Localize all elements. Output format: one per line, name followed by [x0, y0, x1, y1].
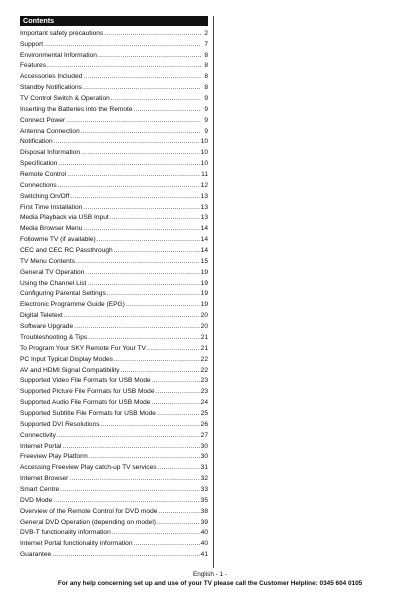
toc-entry-page: 2	[204, 29, 208, 37]
toc-entry-title: Internet Portal functionality information	[20, 540, 133, 548]
toc-entry-title: Supported Picture File Formats for USB Mode	[20, 388, 155, 396]
toc-entry[interactable]	[20, 418, 208, 429]
toc-entry-title: Specification	[20, 160, 58, 168]
toc-leader-dots	[101, 421, 200, 429]
toc-entry-title: Disposal Information	[20, 149, 81, 157]
toc-leader-dots	[81, 149, 200, 157]
toc-entry-page: 24	[200, 399, 208, 407]
toc-entry-page: 13	[200, 192, 208, 200]
toc-entry-page: 30	[200, 442, 208, 450]
toc-entry-title: Environmental Information	[20, 51, 97, 59]
toc-entry[interactable]	[20, 375, 208, 386]
toc-entry-title: Guarantee	[20, 551, 52, 559]
toc-entry-page: 8	[204, 62, 208, 70]
toc-entry-title: Followme TV (if available)	[20, 236, 96, 244]
toc-entry[interactable]	[20, 483, 208, 494]
toc-entry[interactable]	[20, 364, 208, 375]
toc-leader-dots	[114, 356, 200, 364]
toc-entry-title: Antenna Connection	[20, 127, 80, 135]
toc-entry-page: 35	[200, 496, 208, 504]
toc-entry[interactable]	[20, 331, 208, 342]
toc-entry-page: 32	[200, 475, 208, 483]
toc-entry-page: 26	[200, 420, 208, 428]
toc-entry-page: 9	[204, 105, 208, 113]
toc-entry[interactable]	[20, 38, 208, 49]
toc-entry[interactable]	[20, 537, 208, 548]
toc-entry-title: General TV Operation	[20, 268, 85, 276]
toc-entry-title: TV Control Switch & Operation	[20, 95, 110, 103]
toc-entry-page: 23	[200, 388, 208, 396]
toc-leader-dots	[58, 160, 199, 168]
toc-leader-dots	[60, 486, 199, 494]
toc-entry-page: 25	[200, 409, 208, 417]
toc-entry[interactable]	[20, 103, 208, 114]
toc-entry[interactable]	[20, 320, 208, 331]
toc-entry[interactable]	[20, 472, 208, 483]
toc-leader-dots	[114, 247, 200, 255]
toc-leader-dots	[47, 62, 201, 70]
toc-entry[interactable]	[20, 70, 208, 81]
toc-leader-dots	[76, 258, 200, 266]
toc-entry-title: Media Browser Menu	[20, 225, 83, 233]
toc-entry-page: 21	[200, 333, 208, 341]
toc-entry-page: 10	[200, 160, 208, 168]
toc-entry[interactable]	[20, 505, 208, 516]
toc-entry-title: Electronic Programme Guide (EPG)	[20, 301, 125, 309]
toc-entry[interactable]	[20, 92, 208, 103]
toc-entry-title: Using the Channel List	[20, 279, 87, 287]
helpline-text: For any help concerning set up and use of your TV please call the Customer Helpline: 0345 604 0105	[57, 580, 363, 587]
contents-heading: Contents	[20, 16, 208, 26]
toc-entry-page: 9	[204, 116, 208, 124]
table-of-contents	[20, 27, 208, 559]
toc-entry[interactable]	[20, 298, 208, 309]
toc-entry-page: 38	[200, 507, 208, 515]
toc-entry[interactable]	[20, 136, 208, 147]
toc-entry[interactable]	[20, 81, 208, 92]
toc-entry-title: Important safety precautions	[20, 29, 104, 37]
toc-leader-dots	[152, 377, 200, 385]
toc-entry-page: 21	[200, 344, 208, 352]
toc-leader-dots	[52, 551, 199, 559]
toc-leader-dots	[157, 410, 200, 418]
toc-leader-dots	[158, 508, 199, 516]
toc-entry-page: 19	[200, 301, 208, 309]
toc-entry-title: Accessing Freeview Play catch-up TV services	[20, 464, 157, 472]
toc-leader-dots	[62, 443, 199, 451]
toc-entry-page: 19	[200, 279, 208, 287]
toc-entry-title: Troubleshooting & Tips	[20, 333, 88, 341]
toc-entry-title: Digital Teletext	[20, 312, 63, 320]
toc-entry[interactable]	[20, 266, 208, 277]
toc-entry-title: Supported DVI Resolutions	[20, 420, 100, 428]
toc-entry-page: 19	[200, 268, 208, 276]
toc-leader-dots	[53, 497, 199, 505]
toc-entry[interactable]	[20, 114, 208, 125]
toc-entry-title: Internet Browser	[20, 475, 69, 483]
toc-entry-page: 22	[200, 366, 208, 374]
toc-leader-dots	[121, 367, 200, 375]
toc-entry-page: 13	[200, 214, 208, 222]
toc-entry[interactable]	[20, 342, 208, 353]
toc-leader-dots	[98, 52, 201, 60]
toc-entry-page: 19	[200, 290, 208, 298]
toc-entry-title: Supported Video File Formats for USB Mode	[20, 377, 151, 385]
toc-leader-dots	[81, 128, 201, 136]
toc-entry-page: 7	[204, 40, 208, 48]
toc-entry[interactable]	[20, 157, 208, 168]
toc-entry[interactable]	[20, 190, 208, 201]
toc-entry-title: CEC and CEC RC Passthrough	[20, 247, 113, 255]
page-number: English - 1 -	[192, 571, 228, 578]
toc-entry-title: Features	[20, 62, 47, 70]
toc-entry-page: 20	[200, 323, 208, 331]
toc-entry-title: Notification	[20, 138, 53, 146]
toc-entry[interactable]	[20, 244, 208, 255]
toc-entry[interactable]	[20, 527, 208, 538]
toc-leader-dots	[89, 453, 200, 461]
toc-leader-dots	[83, 225, 199, 233]
toc-entry-page: 14	[200, 236, 208, 244]
toc-leader-dots	[58, 182, 200, 190]
toc-entry[interactable]	[20, 440, 208, 451]
toc-entry[interactable]	[20, 125, 208, 136]
toc-entry-title: Media Playback via USB Input	[20, 214, 109, 222]
toc-entry[interactable]	[20, 407, 208, 418]
toc-leader-dots	[54, 138, 200, 146]
toc-entry-page: 27	[200, 431, 208, 439]
toc-entry-page: 22	[200, 355, 208, 363]
toc-entry-page: 9	[204, 127, 208, 135]
toc-entry-page: 14	[200, 225, 208, 233]
toc-leader-dots	[69, 475, 199, 483]
toc-leader-dots	[87, 280, 199, 288]
toc-entry[interactable]	[20, 49, 208, 60]
toc-entry-title: Freeview Play Platform	[20, 453, 88, 461]
toc-leader-dots	[74, 323, 200, 331]
toc-leader-dots	[158, 464, 200, 472]
toc-entry-title: Inserting the Batteries into the Remote	[20, 105, 133, 113]
toc-entry-title: Remote Control	[20, 171, 67, 179]
toc-entry-page: 9	[204, 95, 208, 103]
column-divider	[213, 16, 214, 568]
toc-entry[interactable]	[20, 353, 208, 364]
toc-entry[interactable]	[20, 255, 208, 266]
toc-entry-title: Connectivity	[20, 431, 56, 439]
toc-entry-title: General DVD Operation (depending on model)	[20, 518, 156, 526]
toc-entry-page: 30	[200, 453, 208, 461]
toc-entry-page: 10	[200, 138, 208, 146]
toc-entry-page: 13	[200, 203, 208, 211]
toc-entry[interactable]	[20, 461, 208, 472]
toc-leader-dots	[111, 95, 201, 103]
toc-entry-page: 12	[200, 181, 208, 189]
toc-leader-dots	[85, 269, 199, 277]
toc-entry-title: Software Upgrade	[20, 323, 74, 331]
toc-entry[interactable]	[20, 201, 208, 212]
toc-entry[interactable]	[20, 385, 208, 396]
toc-leader-dots	[64, 312, 200, 320]
toc-entry[interactable]	[20, 27, 208, 38]
toc-leader-dots	[134, 540, 200, 548]
toc-entry[interactable]	[20, 494, 208, 505]
toc-entry-page: 14	[200, 247, 208, 255]
toc-entry-title: Supported Audio File Formats for USB Mode	[20, 399, 151, 407]
toc-leader-dots	[57, 432, 200, 440]
toc-entry[interactable]	[20, 212, 208, 223]
toc-entry-page: 8	[204, 73, 208, 81]
toc-entry-title: DVD Mode	[20, 496, 53, 504]
toc-entry[interactable]	[20, 179, 208, 190]
toc-leader-dots	[110, 214, 200, 222]
toc-entry[interactable]	[20, 451, 208, 462]
toc-entry[interactable]	[20, 60, 208, 71]
toc-leader-dots	[83, 204, 199, 212]
toc-entry-title: DVB-T functionality information	[20, 529, 111, 537]
toc-entry-page: 31	[200, 464, 208, 472]
toc-leader-dots	[88, 334, 199, 342]
toc-leader-dots	[97, 236, 200, 244]
toc-leader-dots	[83, 73, 201, 81]
toc-leader-dots	[126, 301, 200, 309]
toc-entry-page: 11	[201, 171, 208, 179]
toc-entry-page: 15	[200, 257, 208, 265]
toc-entry-title: Accessories Included	[20, 73, 83, 81]
toc-entry-title: Connections	[20, 181, 57, 189]
toc-entry[interactable]	[20, 222, 208, 233]
toc-entry-title: PC Input Typical Display Modes	[20, 355, 113, 363]
toc-leader-dots	[44, 41, 201, 49]
toc-leader-dots	[67, 171, 200, 179]
toc-entry[interactable]	[20, 233, 208, 244]
toc-entry-title: AV and HDMI Signal Compatibility	[20, 366, 120, 374]
toc-leader-dots	[66, 117, 201, 125]
toc-entry-title: Support	[20, 40, 44, 48]
toc-entry-title: To Program Your SKY Remote For Your TV	[20, 344, 146, 352]
toc-entry[interactable]	[20, 168, 208, 179]
toc-leader-dots	[83, 84, 201, 92]
toc-entry-title: Overview of the Remote Control for DVD mode	[20, 507, 158, 515]
toc-leader-dots	[112, 529, 200, 537]
toc-entry-page: 23	[200, 377, 208, 385]
toc-entry-page: 39	[200, 518, 208, 526]
toc-leader-dots	[104, 30, 201, 38]
toc-entry-title: Supported Subtitle File Formats for USB Mode	[20, 409, 156, 417]
toc-entry-page: 20	[200, 312, 208, 320]
toc-leader-dots	[134, 106, 201, 114]
toc-entry-title: Internet Portal	[20, 442, 62, 450]
contents-column	[20, 16, 208, 559]
toc-entry-page: 40	[200, 529, 208, 537]
toc-entry-page: 8	[204, 51, 208, 59]
toc-entry[interactable]	[20, 516, 208, 527]
toc-leader-dots	[156, 388, 200, 396]
toc-entry-title: TV Menu Contents	[20, 257, 75, 265]
toc-entry-page: 40	[200, 540, 208, 548]
toc-entry[interactable]	[20, 146, 208, 157]
toc-entry[interactable]	[20, 277, 208, 288]
toc-entry-title: Configuring Parental Settings	[20, 290, 106, 298]
toc-entry-title: Standby Notifications	[20, 84, 82, 92]
toc-entry-title: Switching On/Off	[20, 192, 70, 200]
toc-entry-page: 41	[200, 551, 208, 559]
toc-entry[interactable]	[20, 548, 208, 559]
toc-leader-dots	[157, 519, 200, 527]
toc-leader-dots	[70, 193, 199, 201]
toc-entry-page: 8	[204, 84, 208, 92]
toc-entry-title: Connect Power	[20, 116, 66, 124]
toc-entry[interactable]	[20, 309, 208, 320]
toc-entry-title: First Time Installation	[20, 203, 83, 211]
toc-leader-dots	[147, 345, 200, 353]
toc-entry[interactable]	[20, 288, 208, 299]
toc-entry-page: 10	[200, 149, 208, 157]
toc-entry-title: Smart Centre	[20, 485, 60, 493]
toc-leader-dots	[107, 290, 200, 298]
toc-entry[interactable]	[20, 396, 208, 407]
toc-entry-page: 33	[200, 485, 208, 493]
toc-leader-dots	[151, 399, 199, 407]
toc-entry[interactable]	[20, 429, 208, 440]
